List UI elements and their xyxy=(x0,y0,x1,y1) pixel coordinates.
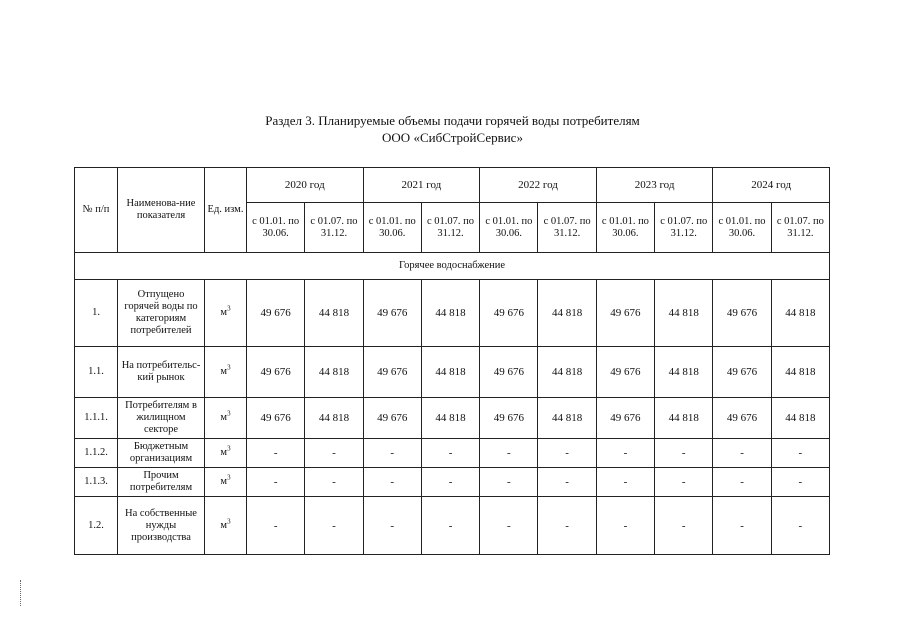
row-value: 44 818 xyxy=(655,398,713,439)
row-value: 44 818 xyxy=(538,398,596,439)
row-value: 49 676 xyxy=(480,398,538,439)
row-value: - xyxy=(771,468,829,497)
unit-exponent: 3 xyxy=(227,363,231,372)
row-value: - xyxy=(771,497,829,555)
row-number: 1.1.2. xyxy=(75,439,118,468)
row-value: - xyxy=(247,497,305,555)
row-value: 44 818 xyxy=(771,347,829,398)
row-name: Прочим потребителям xyxy=(118,468,205,497)
header-num: № п/п xyxy=(75,168,118,253)
row-value: - xyxy=(247,439,305,468)
header-period: с 01.01. по 30.06. xyxy=(363,203,421,253)
row-number: 1.2. xyxy=(75,497,118,555)
unit-base: м xyxy=(220,307,228,318)
section-title: Горячее водоснабжение xyxy=(75,253,830,280)
row-value: - xyxy=(421,439,479,468)
row-value: 44 818 xyxy=(771,398,829,439)
row-value: 44 818 xyxy=(305,347,363,398)
row-value: - xyxy=(305,497,363,555)
unit-exponent: 3 xyxy=(227,444,231,453)
header-period: с 01.01. по 30.06. xyxy=(596,203,654,253)
header-year: 2024 год xyxy=(713,168,830,203)
row-value: - xyxy=(596,497,654,555)
header-name: Наименова-ние показателя xyxy=(118,168,205,253)
table-row xyxy=(75,398,830,439)
header-row-years xyxy=(75,168,830,203)
volumes-table xyxy=(74,167,830,555)
row-value: 49 676 xyxy=(713,347,771,398)
unit-exponent: 3 xyxy=(227,304,231,313)
header-period: с 01.01. по 30.06. xyxy=(247,203,305,253)
row-value: 44 818 xyxy=(538,280,596,347)
row-value: - xyxy=(247,468,305,497)
header-period: с 01.07. по 31.12. xyxy=(655,203,713,253)
table-row xyxy=(75,280,830,347)
row-value: - xyxy=(538,439,596,468)
row-value: - xyxy=(363,497,421,555)
row-value: - xyxy=(771,439,829,468)
table-row xyxy=(75,347,830,398)
row-value: 49 676 xyxy=(247,280,305,347)
row-value: - xyxy=(655,439,713,468)
row-value: 49 676 xyxy=(480,347,538,398)
header-year: 2020 год xyxy=(247,168,364,203)
row-unit xyxy=(205,280,247,347)
row-value: 44 818 xyxy=(655,347,713,398)
row-number: 1. xyxy=(75,280,118,347)
section-row xyxy=(75,253,830,280)
row-unit xyxy=(205,398,247,439)
row-value: 44 818 xyxy=(421,280,479,347)
row-name: Бюджетным организациям xyxy=(118,439,205,468)
row-value: 44 818 xyxy=(305,398,363,439)
row-value: 49 676 xyxy=(596,398,654,439)
row-value: - xyxy=(596,439,654,468)
row-value: 49 676 xyxy=(596,347,654,398)
row-value: - xyxy=(538,497,596,555)
header-year: 2021 год xyxy=(363,168,480,203)
table-row xyxy=(75,468,830,497)
row-name: Потребителям в жилищном секторе xyxy=(118,398,205,439)
row-number: 1.1.1. xyxy=(75,398,118,439)
header-period: с 01.01. по 30.06. xyxy=(713,203,771,253)
row-value: 44 818 xyxy=(538,347,596,398)
unit-base: м xyxy=(220,519,228,531)
header-period: с 01.07. по 31.12. xyxy=(771,203,829,253)
table-row xyxy=(75,439,830,468)
row-value: - xyxy=(538,468,596,497)
row-value: - xyxy=(421,468,479,497)
row-value: - xyxy=(480,497,538,555)
document-title xyxy=(0,112,905,146)
row-unit xyxy=(205,347,247,398)
row-value: - xyxy=(305,468,363,497)
row-value: - xyxy=(480,468,538,497)
header-year: 2022 год xyxy=(480,168,597,203)
row-value: - xyxy=(363,439,421,468)
row-unit xyxy=(205,468,247,497)
row-name: Отпущено горячей воды по категориям потребителей xyxy=(118,280,205,347)
row-value: 49 676 xyxy=(713,280,771,347)
unit-base: м xyxy=(220,476,228,487)
row-value: - xyxy=(655,497,713,555)
row-name: На собственные нужды производства xyxy=(118,497,205,555)
row-value: 49 676 xyxy=(247,347,305,398)
row-value: - xyxy=(480,439,538,468)
row-value: 49 676 xyxy=(363,280,421,347)
row-value: 49 676 xyxy=(596,280,654,347)
unit-exponent: 3 xyxy=(227,409,231,418)
row-value: - xyxy=(596,468,654,497)
unit-base: м xyxy=(220,366,228,377)
row-value: 49 676 xyxy=(363,398,421,439)
row-number: 1.1. xyxy=(75,347,118,398)
header-period: с 01.07. по 31.12. xyxy=(305,203,363,253)
row-value: 49 676 xyxy=(247,398,305,439)
margin-mark xyxy=(20,580,22,606)
header-unit: Ед. изм. xyxy=(205,168,247,253)
title-line-2: ООО «СибСтройСервис» xyxy=(382,130,523,145)
row-value: 44 818 xyxy=(655,280,713,347)
row-value: 49 676 xyxy=(480,280,538,347)
row-value: 44 818 xyxy=(421,347,479,398)
row-value: - xyxy=(655,468,713,497)
header-year: 2023 год xyxy=(596,168,713,203)
row-value: 44 818 xyxy=(305,280,363,347)
table-row xyxy=(75,497,830,555)
row-value: 49 676 xyxy=(363,347,421,398)
row-value: 49 676 xyxy=(713,398,771,439)
row-value: - xyxy=(713,439,771,468)
row-name: На потребительс-кий рынок xyxy=(118,347,205,398)
row-value: - xyxy=(305,439,363,468)
row-value: - xyxy=(713,497,771,555)
row-unit xyxy=(205,497,247,555)
unit-exponent: 3 xyxy=(227,473,231,482)
header-period: с 01.07. по 31.12. xyxy=(538,203,596,253)
unit-base: м xyxy=(220,412,228,423)
row-value: - xyxy=(421,497,479,555)
row-number: 1.1.3. xyxy=(75,468,118,497)
title-line-1: Раздел 3. Планируемые объемы подачи горячей воды потребителям xyxy=(265,113,640,128)
unit-exponent: 3 xyxy=(227,517,231,525)
row-value: 44 818 xyxy=(421,398,479,439)
header-period: с 01.07. по 31.12. xyxy=(421,203,479,253)
row-value: 44 818 xyxy=(771,280,829,347)
row-value: - xyxy=(713,468,771,497)
header-period: с 01.01. по 30.06. xyxy=(480,203,538,253)
row-value: - xyxy=(363,468,421,497)
unit-base: м xyxy=(220,447,228,458)
row-unit xyxy=(205,439,247,468)
